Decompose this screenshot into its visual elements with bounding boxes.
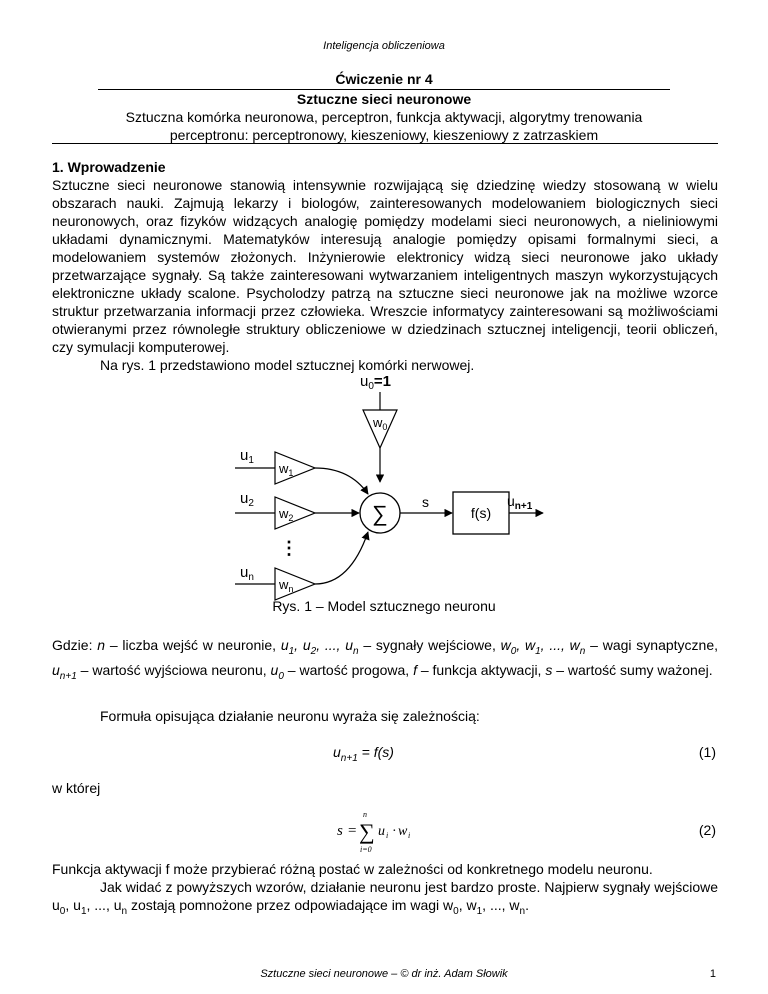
- figure-caption: Rys. 1 – Model sztucznego neuronu: [272, 598, 496, 614]
- sigma-symbol: ∑: [359, 819, 375, 844]
- subtitle-line-1: Sztuczna komórka neuronowa, perceptron, funkcja aktywacji, algorytmy trenowania: [125, 109, 643, 125]
- u2-label: $u_2$: [240, 490, 254, 509]
- equation-1-number: (1): [698, 744, 716, 760]
- equation-2: [335, 808, 415, 854]
- fs-label: f(s): [470, 505, 492, 521]
- wn-label: $w_n$: [279, 577, 294, 594]
- exercise-title: Ćwiczenie nr 4: [98, 70, 670, 90]
- svg-text:i: i: [386, 831, 389, 840]
- svg-text:·: ·: [392, 824, 397, 839]
- page-number: 1: [709, 968, 716, 980]
- w1-arrow: [315, 468, 368, 494]
- w2-label: $w_2$: [279, 506, 294, 523]
- un-label: $u_n$: [240, 564, 254, 583]
- in-which-text: w której: [52, 780, 101, 796]
- svg-text:u: u: [378, 824, 385, 839]
- formula-intro: Formuła opisująca działanie neuronu wyraża się zależnością:: [100, 708, 480, 724]
- svg-text:w: w: [398, 824, 408, 839]
- topic-title: Sztuczne sieci neuronowe: [296, 91, 472, 107]
- operation-paragraph: Jak widać z powyższych wzorów, działanie neuronu jest bardzo proste. Najpierw sygnały wejściowe $u_0$, $u_1$, ..., $u_n$ zostają pomnożone przez odpowiadające im wagi $w_0$, $w_1$, ..., $w_n$.: [52, 879, 718, 917]
- neuron-model-diagram: [225, 370, 545, 610]
- activation-paragraph: Funkcja aktywacji f może przybierać różną postać w zależności od konkretnego modelu neuronu.: [52, 861, 653, 877]
- svg-text:n: n: [363, 810, 367, 819]
- closing-paragraphs: [52, 860, 718, 921]
- intro-paragraph: Sztuczne sieci neuronowe stanowią intensywnie rozwijającą się dziedzinę wiedzy stosowaną w wielu obszarach nauki. Zajmują lekarzy i biologów, zainteresowanych modelowaniem biologicznych sieci neuronowych, oraz fizyków widzących analogię pomiędzy modelami sieci neuronowych, a nieliniowymi układami dynamicznymi. Matematyków interesują analogie pomiędzy opisami formalnymi sieci, a modelowaniem systemów złożonych. Inżynierowie elektronicy widzą sieci neuronowe jako układy przetwarzające sygnały. Są także zainteresowani wytwarzaniem inteligentnych maszyn wykorzystujących elektroniczne układy scalone. Psycholodzy patrzą na sztuczne sieci neuronowe jak na możliwe wzorce struktur przetwarzania informacji przez człowieka. Wreszcie informatycy zainteresowani są możliwościami otwieranymi przez równoległe struktury obliczeniowe w dziedzinach sztucznej inteligencji, teorii obliczeń, czy symulacji komputerowej.: [52, 177, 718, 355]
- svg-text:i: i: [408, 831, 411, 840]
- figure-intro: Na rys. 1 przedstawiono model sztucznej komórki nerwowej.: [100, 357, 475, 373]
- section-introduction: [52, 158, 718, 374]
- subtitle-line-2: perceptronu: perceptronowy, kieszeniowy, kieszeniowy z zatrzaskiem: [169, 127, 599, 143]
- svg-text:i=0: i=0: [360, 845, 372, 854]
- section-heading: 1. Wprowadzenie: [52, 159, 166, 175]
- svg-text:s: s: [337, 823, 343, 839]
- w1-label: $w_1$: [279, 461, 294, 478]
- page-header: Inteligencja obliczeniowa: [323, 40, 445, 52]
- wn-arrow: [315, 532, 368, 584]
- title-rule: [52, 143, 718, 144]
- svg-text:=: =: [348, 823, 357, 839]
- title-block: [98, 70, 670, 144]
- s-label: s: [422, 494, 429, 510]
- sum-symbol: ∑: [372, 501, 388, 526]
- page-footer: Sztuczne sieci neuronowe – © dr inż. Adam Słowik: [260, 968, 508, 980]
- equation-2-number: (2): [698, 822, 716, 838]
- equation-1: $u_{n+1} = f(s)$: [333, 744, 394, 764]
- output-label: $u_{n+1}$: [507, 493, 533, 512]
- symbol-description: Gdzie: n – liczba wejść w neuronie, $u_1$, $u_2$, ..., $u_n$ – sygnały wejściowe, $w_0$, $w_1$, ..., $w_n$ – wagi synaptyczne, $u_{n+1}$ – wartość wyjściowa neuronu, $u_0$ – wartość progowa, f – funkcja aktywacji, s – wartość sumy ważonej.: [52, 637, 718, 682]
- u0-label: $u_0=1$: [360, 373, 392, 392]
- u1-label: $u_1$: [240, 447, 254, 466]
- w0-label: $w_0$: [373, 415, 388, 432]
- ellipsis-dots: ⋮: [280, 538, 298, 558]
